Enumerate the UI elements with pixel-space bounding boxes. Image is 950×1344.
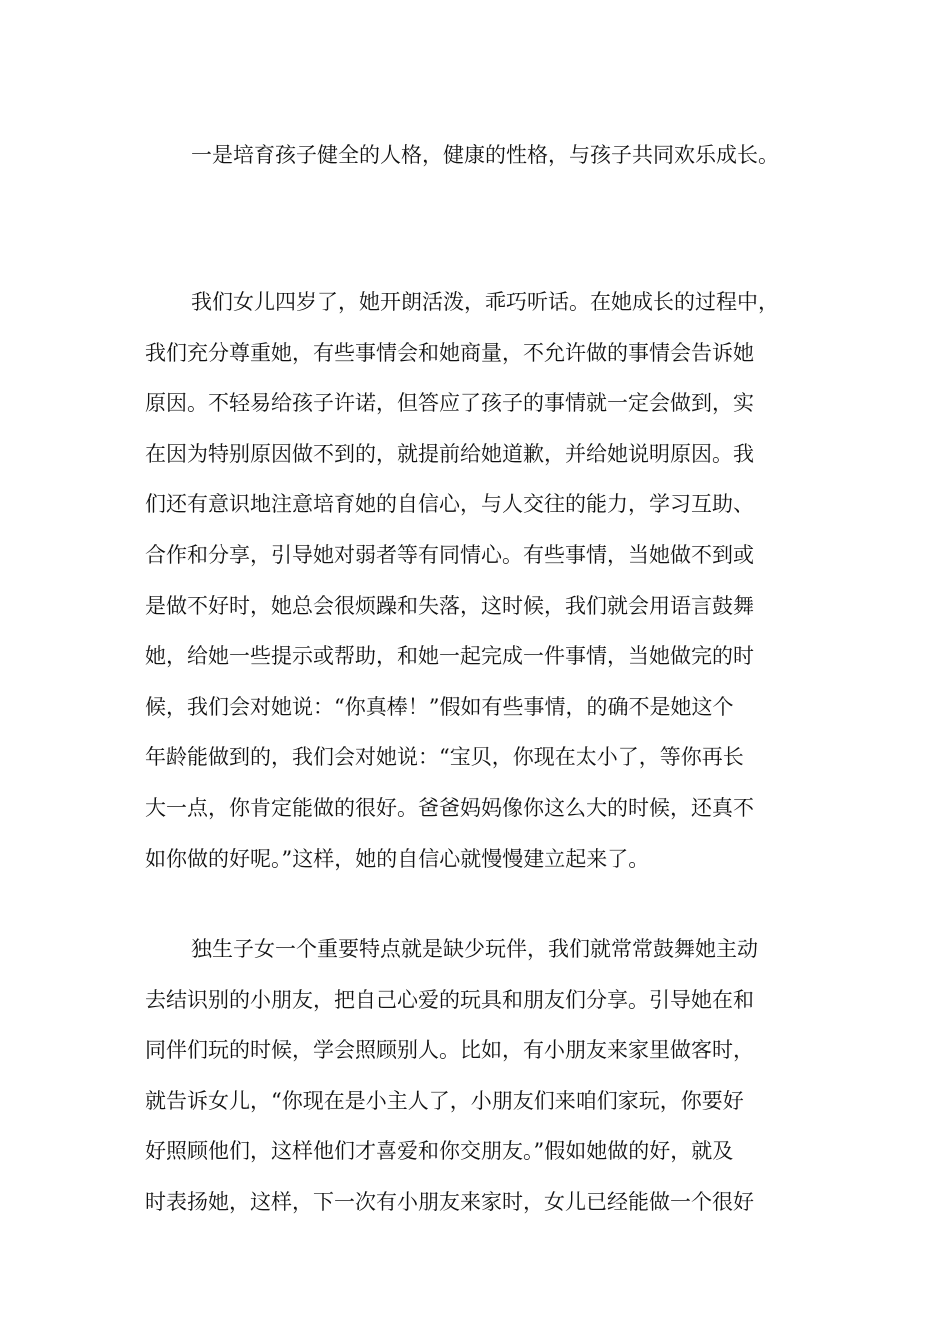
paragraph-line: 原因。不轻易给孩子许诺，但答应了孩子的事情就一定会做到，实 [145,391,754,416]
paragraph-line: 们还有意识地注意培育她的自信心，与人交往的能力，学习互助、 [145,492,754,517]
paragraph-line: 是做不好时，她总会很烦躁和失落，这时候，我们就会用语言鼓舞 [145,593,754,618]
paragraph-line: 就告诉女儿，“你现在是小主人了，小朋友们来咱们家玩，你要好 [145,1088,744,1113]
paragraph-1 [145,130,815,181]
paragraph-3 [145,924,815,1228]
paragraph-line: 如你做的好呢。”这样，她的自信心就慢慢建立起来了。 [145,846,650,871]
paragraph-line: 在因为特别原因做不到的，就提前给她道歉，并给她说明原因。我 [145,441,754,466]
paragraph-line: 我们充分尊重她，有些事情会和她商量，不允许做的事情会告诉她 [145,340,754,365]
paragraph-line: 大一点，你肯定能做的很好。爸爸妈妈像你这么大的时候，还真不 [145,795,754,820]
paragraph-line: 同伴们玩的时候，学会照顾别人。比如，有小朋友来家里做客时， [145,1038,754,1063]
paragraph-line: 我们女儿四岁了，她开朗活泼，乖巧听话。在她成长的过程中， [191,290,779,314]
paragraph-line: 独生子女一个重要特点就是缺少玩伴，我们就常常鼓舞她主动 [191,937,758,961]
paragraph-line: 一是培育孩子健全的人格，健康的性格，与孩子共同欢乐成长。 [191,143,779,167]
paragraph-line: 好照顾他们，这样他们才喜爱和你交朋友。”假如她做的好，就及 [145,1139,734,1164]
paragraph-line: 合作和分享，引导她对弱者等有同情心。有些事情，当她做不到或 [145,542,754,567]
paragraph-2 [145,277,815,884]
paragraph-line: 年龄能做到的，我们会对她说：“宝贝，你现在太小了，等你再长 [145,745,744,770]
paragraph-line: 去结识别的小朋友，把自己心爱的玩具和朋友们分享。引导她在和 [145,987,754,1012]
paragraph-line: 时表扬她，这样，下一次有小朋友来家时，女儿已经能做一个很好 [145,1189,754,1214]
paragraph-line: 她，给她一些提示或帮助，和她一起完成一件事情，当她做完的时 [145,644,754,669]
paragraph-line: 候，我们会对她说：“你真棒！”假如有些事情，的确不是她这个 [145,694,734,719]
